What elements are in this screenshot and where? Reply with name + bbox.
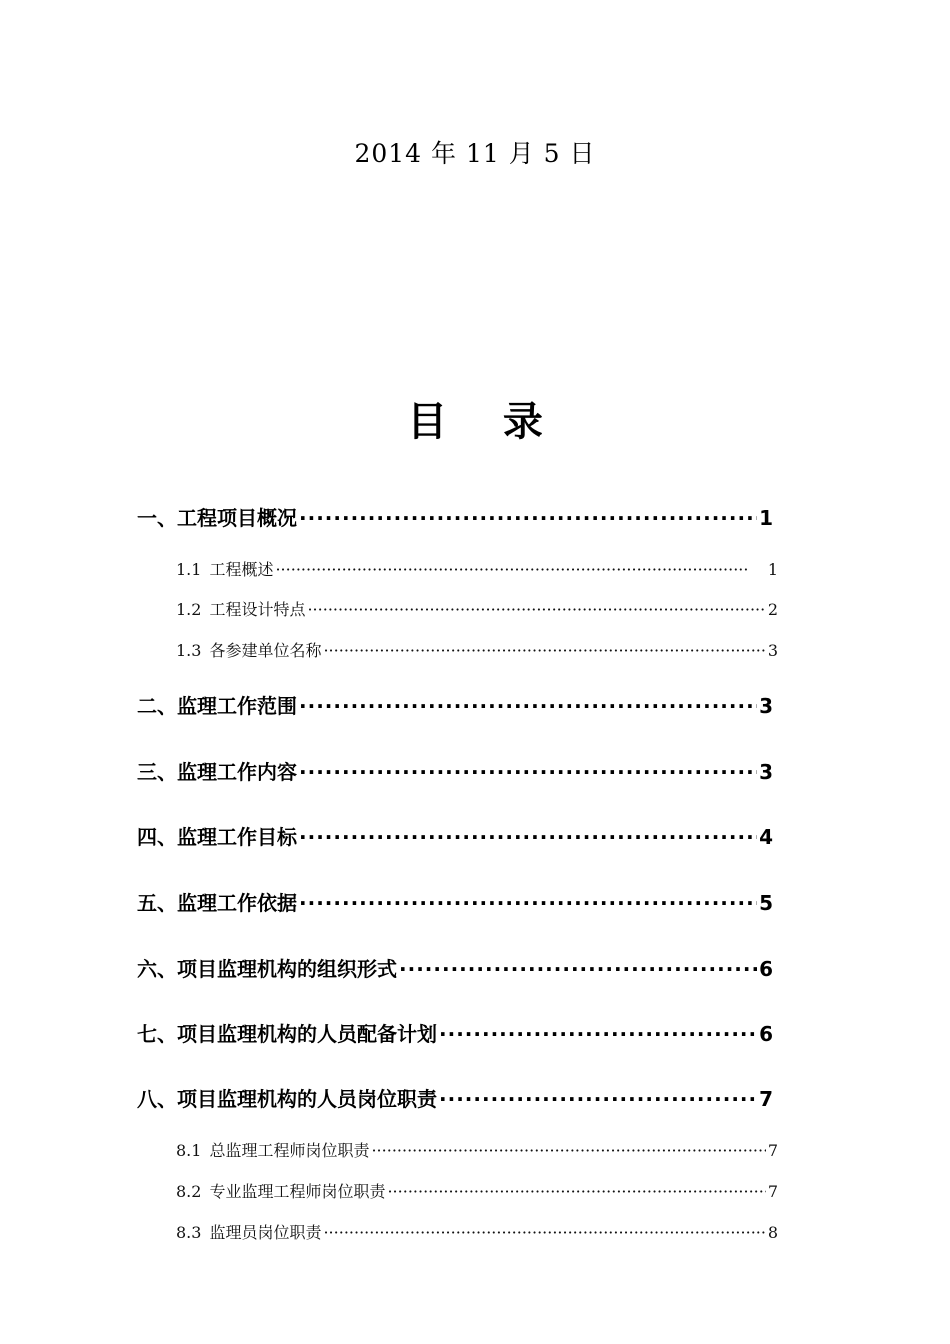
toc-entry-number: 8.3: [176, 1223, 202, 1242]
toc-dot-leader: [323, 1223, 765, 1242]
toc-dot-leader: [371, 1141, 765, 1160]
toc-entry-subsection-1-3[interactable]: [176, 638, 778, 661]
toc-entry-label: 监理员岗位职责: [209, 1223, 322, 1242]
toc-entry-label: 专业监理工程师岗位职责: [209, 1182, 386, 1201]
toc-page-number: 4: [759, 825, 773, 849]
toc-entry-section-3[interactable]: [137, 756, 773, 785]
toc-entry-section-6[interactable]: [137, 953, 773, 982]
toc-entry-label: 二、监理工作范围: [137, 694, 297, 718]
toc-entry-section-4[interactable]: [137, 821, 773, 850]
toc-dot-leader: [439, 1022, 757, 1046]
toc-page-number: 7: [759, 1087, 773, 1111]
toc-entry-subsection-1-1[interactable]: [176, 557, 778, 580]
toc-entry-number: 1.3: [176, 641, 202, 660]
toc-title: 目 录: [407, 399, 543, 445]
toc-page-number: 7: [767, 1182, 778, 1201]
toc-entry-number: 8.2: [176, 1182, 202, 1201]
toc-page-number: 5: [759, 891, 773, 915]
toc-entry-number: 1.1: [176, 560, 202, 579]
toc-dot-leader: [387, 1182, 765, 1201]
toc-page-number: 1: [759, 506, 773, 530]
toc-entry-section-5[interactable]: [137, 887, 773, 916]
toc-entry-label: 八、项目监理机构的人员岗位职责: [137, 1087, 437, 1111]
toc-page-number: 6: [759, 1022, 773, 1046]
toc-dot-leader: [299, 694, 757, 718]
toc-entry-subsection-8-3[interactable]: [176, 1220, 778, 1243]
toc-dot-leader: [323, 641, 765, 660]
toc-entry-subsection-8-2[interactable]: [176, 1179, 778, 1202]
toc-page-number: 3: [759, 760, 773, 784]
toc-entry-subsection-8-1[interactable]: [176, 1138, 778, 1161]
toc-entry-label: 六、项目监理机构的组织形式: [137, 957, 397, 981]
toc-entry-label: 工程概述: [209, 560, 274, 579]
toc-entry-label: 各参建单位名称: [209, 641, 322, 660]
toc-page-number: 7: [767, 1141, 778, 1160]
toc-page-number: 6: [759, 957, 773, 981]
toc-dot-leader: [275, 560, 765, 579]
toc-entry-label: 工程设计特点: [209, 600, 306, 619]
toc-dot-leader: [307, 600, 765, 619]
toc-page-number: 8: [767, 1223, 778, 1242]
toc-dot-leader: [399, 957, 757, 981]
toc-entry-label: 七、项目监理机构的人员配备计划: [137, 1022, 437, 1046]
toc-entry-label: 总监理工程师岗位职责: [209, 1141, 370, 1160]
toc-dot-leader: [299, 891, 757, 915]
toc-page-number: 3: [759, 694, 773, 718]
toc-entry-subsection-1-2[interactable]: [176, 597, 778, 620]
document-date: 2014 年 11 月 5 日: [354, 139, 596, 168]
toc-entry-section-8[interactable]: [137, 1083, 773, 1112]
toc-entry-label: 五、监理工作依据: [137, 891, 297, 915]
toc-entry-label: 三、监理工作内容: [137, 760, 297, 784]
toc-entry-section-2[interactable]: [137, 690, 773, 719]
toc-entry-number: 1.2: [176, 600, 202, 619]
toc-page-number: 1: [767, 560, 778, 579]
toc-dot-leader: [299, 760, 757, 784]
toc-dot-leader: [299, 506, 757, 530]
toc-dot-leader: [299, 825, 757, 849]
toc-page-number: 3: [767, 641, 778, 660]
toc-entry-number: 8.1: [176, 1141, 202, 1160]
toc-entry-label: 一、工程项目概况: [137, 506, 297, 530]
toc-page-number: 2: [767, 600, 778, 619]
toc-entry-section-7[interactable]: [137, 1018, 773, 1047]
toc-entry-section-1[interactable]: [137, 502, 773, 531]
toc-entry-label: 四、监理工作目标: [137, 825, 297, 849]
toc-dot-leader: [439, 1087, 757, 1111]
